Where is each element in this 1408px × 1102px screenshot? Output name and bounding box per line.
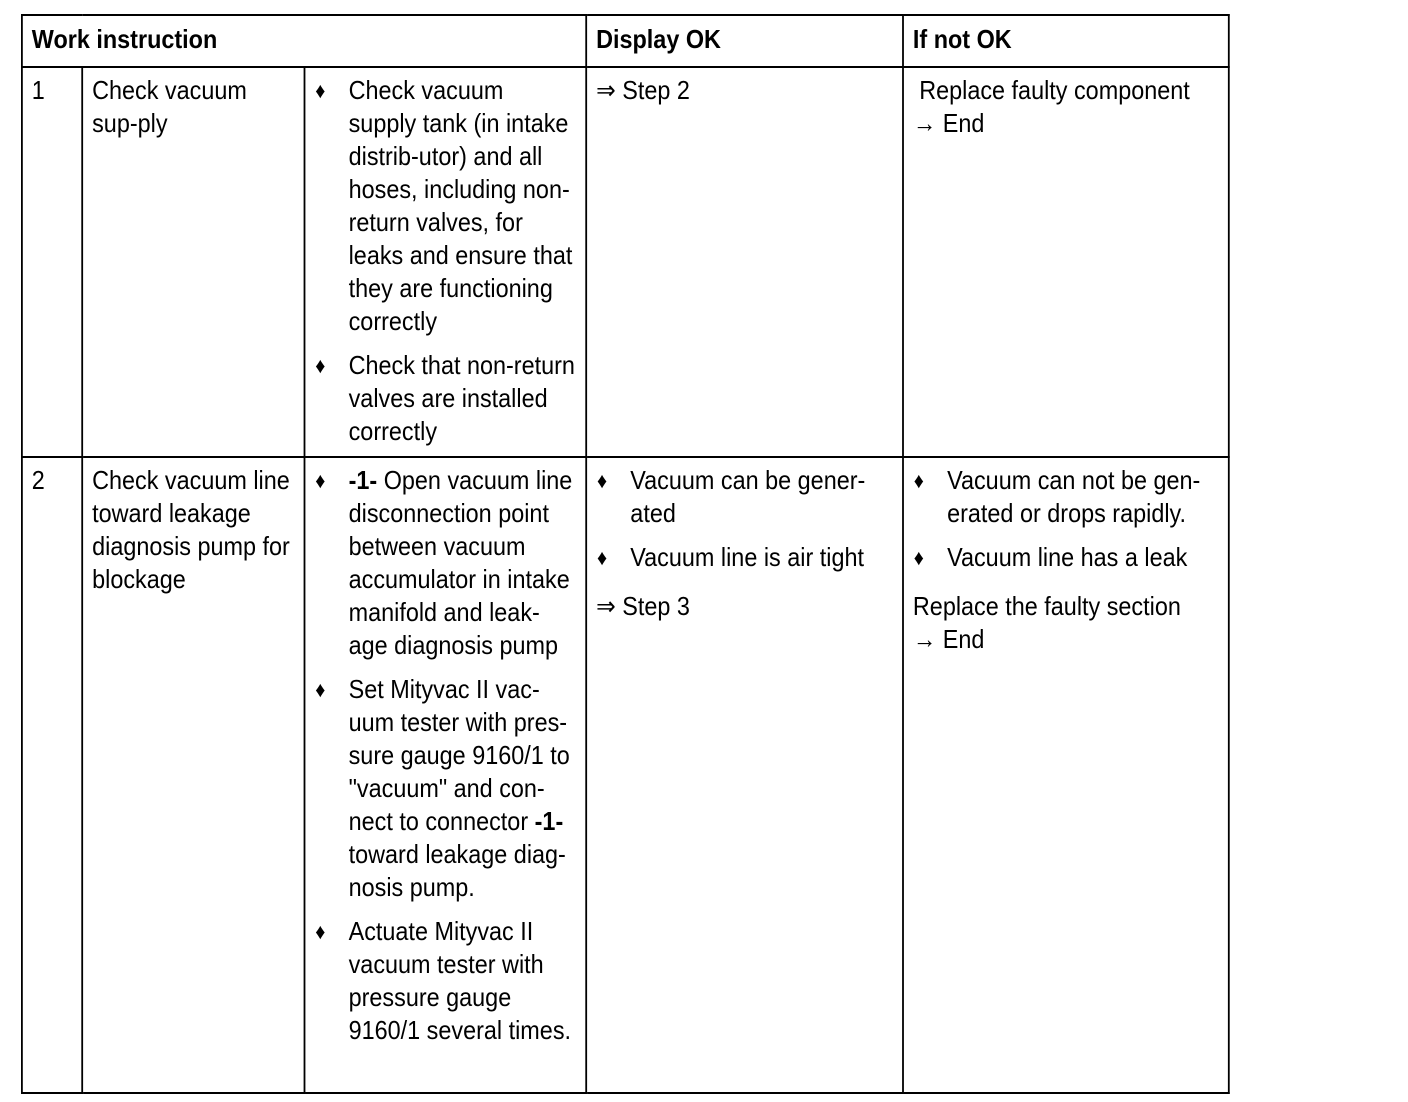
list-item xyxy=(913,464,1219,530)
instruction-text: Check that non-return valves are installed correctly xyxy=(348,350,575,446)
instruction-text: Open vacuum line disconnection point between vacuum accumulator in intake manifold and leak-age diagnosis pump xyxy=(348,465,573,660)
remedy-text: Replace the faulty section xyxy=(912,591,1181,621)
bullet-diamond-icon: ♦ xyxy=(597,468,608,493)
table-header-row xyxy=(22,15,1229,67)
bullet-diamond-icon: ♦ xyxy=(597,545,608,570)
bullet-diamond-icon: ♦ xyxy=(315,353,326,378)
connector-reference: -1- xyxy=(348,465,378,495)
result-text: Vacuum line is air tight xyxy=(630,542,864,572)
step-task: Check vacuum sup-ply xyxy=(82,67,304,457)
bullet-diamond-icon: ♦ xyxy=(315,919,326,944)
bullet-diamond-icon: ♦ xyxy=(315,78,326,103)
list-item xyxy=(913,541,1219,574)
step-number: 1 xyxy=(22,67,82,457)
connector-reference: -1- xyxy=(534,806,564,836)
table-row xyxy=(22,457,1229,1093)
fault-text: Vacuum can not be gen-erated or drops rapidly. xyxy=(947,465,1201,528)
header-work-instruction: Work instruction xyxy=(22,15,586,67)
list-item xyxy=(596,464,893,530)
instruction-text: Actuate Mityvac II vacuum tester with pressure gauge 9160/1 several times. xyxy=(348,916,572,1045)
step-instructions xyxy=(305,67,587,457)
bullet-diamond-icon: ♦ xyxy=(913,545,924,570)
instruction-text-tail: toward leakage diag-nosis pump. xyxy=(348,839,566,902)
bullet-diamond-icon: ♦ xyxy=(913,468,924,493)
bullet-diamond-icon: ♦ xyxy=(315,468,326,493)
end-text: → End xyxy=(912,624,985,654)
display-ok-cell xyxy=(586,67,903,457)
next-step-text: ⇒ Step 3 xyxy=(596,591,690,621)
display-ok-cell xyxy=(586,457,903,1093)
remedy-text: Replace faulty component xyxy=(919,75,1190,105)
list-item xyxy=(314,349,576,448)
list-item xyxy=(314,915,576,1047)
table-row xyxy=(22,67,1229,457)
instruction-text: Set Mityvac II vac-uum tester with pres-sure gauge 9160/1 to "vacuum" and con-nect to connector xyxy=(348,674,570,836)
result-text: Vacuum can be gener-ated xyxy=(630,465,866,528)
step-instructions xyxy=(305,457,587,1093)
fault-text: Vacuum line has a leak xyxy=(947,542,1188,572)
step-task: Check vacuum line toward leakage diagnosis pump for blockage xyxy=(82,457,304,1093)
bullet-diamond-icon: ♦ xyxy=(315,677,326,702)
work-instruction-table xyxy=(21,14,1230,1094)
next-step-text: ⇒ Step 2 xyxy=(596,75,690,105)
header-if-not-ok: If not OK xyxy=(903,15,1229,67)
if-not-ok-cell xyxy=(903,457,1229,1093)
header-display-ok: Display OK xyxy=(586,15,903,67)
step-number: 2 xyxy=(22,457,82,1093)
end-text: → End xyxy=(912,108,985,138)
list-item xyxy=(314,673,576,904)
list-item xyxy=(314,74,576,338)
list-item xyxy=(596,541,893,574)
instruction-text: Check vacuum supply tank (in intake distrib-utor) and all hoses, including non-return valves, for leaks and ensure that they are functioning correctly xyxy=(348,75,573,336)
list-item xyxy=(314,464,576,662)
if-not-ok-cell xyxy=(903,67,1229,457)
